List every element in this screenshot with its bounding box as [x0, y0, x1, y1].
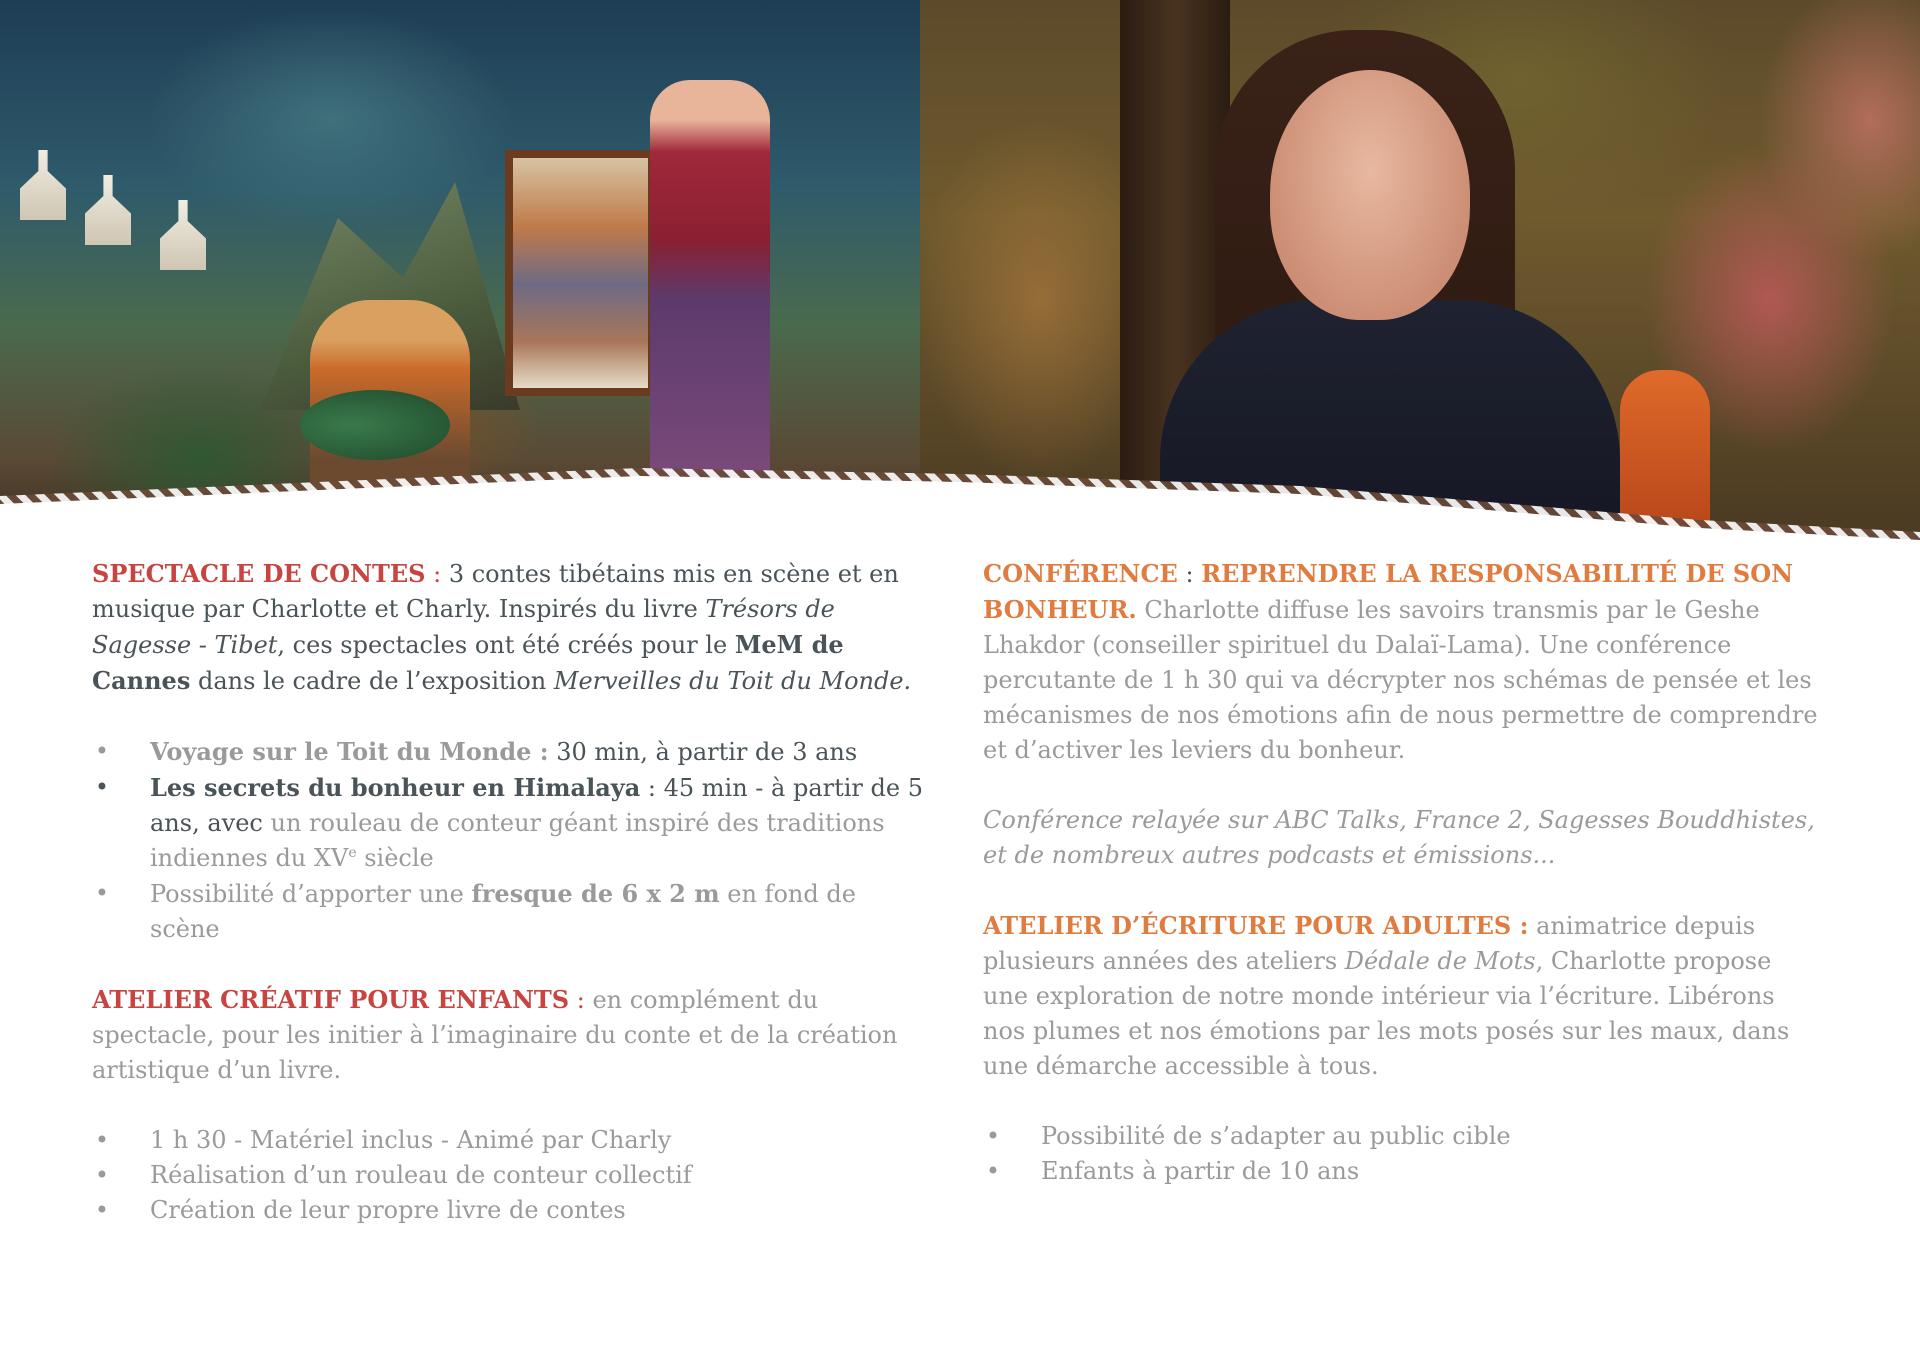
show-details: un rouleau de conteur géant inspiré des traditions indiennes du XV — [150, 809, 885, 872]
conference-title: REPRENDRE LA RESPONSABILITÉ DE SON BONHEUR. — [983, 559, 1794, 624]
fresco-text: en fond de scène — [150, 880, 856, 943]
superscript: e — [348, 845, 357, 861]
book-title: Trésors de Sagesse - Tibet — [92, 595, 835, 659]
storyteller-scroll-frame — [505, 150, 656, 396]
exhibition-name: Merveilles du Toit du Monde. — [553, 667, 912, 695]
list-item — [92, 876, 932, 947]
atelier-adultes-text: , Charlotte propose une exploration de notre monde intérieur via l’écriture. Libérons nos plumes et nos émotions par les mots posés sur les maux, dans une démarche accessible à tous. — [983, 947, 1790, 1080]
fresco-size: fresque de 6 x 2 m — [471, 879, 720, 908]
heading-colon: : — [569, 986, 585, 1014]
right-column — [983, 556, 1823, 1189]
bullet-icon: • — [94, 1161, 110, 1189]
show-title: Voyage sur le Toit du Monde : — [150, 737, 549, 766]
venue-name: MeM de Cannes — [92, 630, 844, 695]
storyteller-figure — [650, 80, 770, 480]
speaker-face — [1270, 70, 1470, 320]
list-item-text: Création de leur propre livre de contes — [150, 1196, 626, 1224]
spectacle-paragraph — [92, 556, 932, 699]
atelier-adultes-text: animatrice depuis plusieurs années des ateliers — [983, 912, 1756, 975]
torn-paper-edge — [0, 440, 1920, 540]
stupa-illustration — [85, 175, 131, 245]
list-item — [983, 1119, 1823, 1154]
atelier-enfants-bullet-list — [92, 1123, 932, 1228]
atelier-enfants-heading: ATELIER CRÉATIF POUR ENFANTS — [92, 985, 570, 1014]
spectacle-bullet-list — [92, 734, 932, 947]
bullet-icon: • — [94, 879, 110, 907]
list-item — [92, 1193, 932, 1228]
atelier-adultes-bullet-list — [983, 1119, 1823, 1189]
left-column — [92, 556, 932, 1228]
list-item-text: 1 h 30 - Matériel inclus - Animé par Charly — [150, 1126, 672, 1154]
media-note: Conférence relayée sur ABC Talks, France 2, Sagesses Bouddhistes, et de nombreux autres podcasts et émissions... — [983, 806, 1815, 869]
stupa-illustration — [160, 200, 206, 270]
list-item-text: Réalisation d’un rouleau de conteur collectif — [150, 1161, 692, 1189]
atelier-adultes-heading: ATELIER D’ÉCRITURE POUR ADULTES : — [983, 911, 1529, 940]
conference-paragraph — [983, 556, 1823, 768]
heading-colon: : — [425, 560, 442, 588]
bullet-icon: • — [985, 1122, 1001, 1150]
header-banner — [0, 0, 1920, 540]
bullet-icon: • — [985, 1157, 1001, 1185]
list-item — [92, 1158, 932, 1193]
atelier-enfants-text: en complément du spectacle, pour les initier à l’imaginaire du conte et de la création artistique d’un livre. — [92, 986, 898, 1084]
show-details: : 45 min - à partir de 5 ans, avec — [150, 774, 923, 837]
spectacle-heading: SPECTACLE DE CONTES — [92, 559, 426, 588]
atelier-adultes-paragraph — [983, 908, 1823, 1084]
fresco-text: Possibilité d’apporter une — [150, 880, 472, 908]
heading-colon: : — [1177, 560, 1202, 588]
stupa-illustration — [20, 150, 66, 220]
show-details: siècle — [356, 844, 434, 872]
show-title: Les secrets du bonheur en Himalaya — [150, 773, 641, 802]
list-item-text: Enfants à partir de 10 ans — [1041, 1157, 1360, 1185]
spectacle-text: , ces spectacles ont été créés pour le — [277, 631, 735, 659]
list-item — [92, 734, 932, 770]
list-item — [92, 1123, 932, 1158]
conference-heading: CONFÉRENCE — [983, 559, 1178, 588]
list-item — [92, 770, 932, 876]
spectacle-text: dans le cadre de l’exposition — [190, 667, 554, 695]
bullet-icon: • — [94, 1196, 110, 1224]
conference-text: Charlotte diffuse les savoirs transmis par le Geshe Lhakdor (conseiller spirituel du Dalaï-Lama). Une conférence percutante de 1 h 30 qui va décrypter nos schémas de pensée et les mécanismes de nos émotions afin de nous permettre de comprendre et d’activer les leviers du bonheur. — [983, 596, 1818, 764]
list-item-text: Possibilité de s’adapter au public cible — [1041, 1122, 1511, 1150]
show-details: 30 min, à partir de 3 ans — [548, 738, 858, 766]
atelier-enfants-paragraph — [92, 982, 932, 1088]
bullet-icon: • — [94, 773, 110, 801]
list-item — [983, 1154, 1823, 1189]
workshop-name: Dédale de Mots — [1344, 947, 1536, 975]
bullet-icon: • — [94, 1126, 110, 1154]
spectacle-text: 3 contes tibétains mis en scène et en musique par Charlotte et Charly. Inspirés du livre — [92, 560, 899, 623]
bullet-icon: • — [94, 737, 110, 765]
